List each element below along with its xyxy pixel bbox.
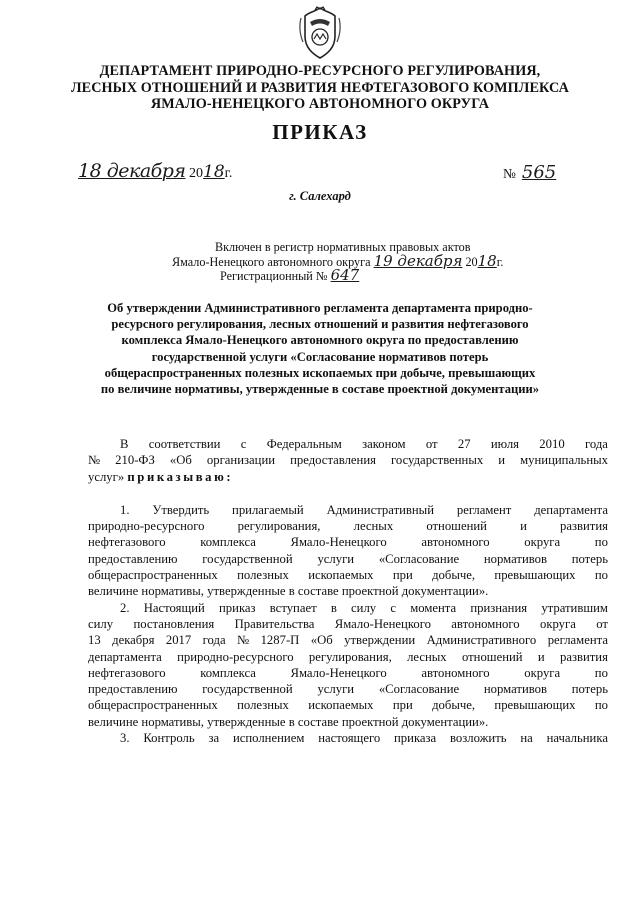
body-line: общераспространенных полезных ископаемых при добыче, превышающих по <box>88 568 608 583</box>
year-suffix: г. <box>224 166 233 181</box>
body-line: общераспространенных полезных ископаемых при добыче, превышающих по <box>88 698 608 713</box>
department-line: ЛЕСНЫХ ОТНОШЕНИЙ И РАЗВИТИЯ НЕФТЕГАЗОВОГО КОМПЛЕКСА <box>70 79 570 96</box>
preamble-prefix: услуг» <box>88 469 125 484</box>
order-subject <box>90 300 550 397</box>
preamble-order-word: приказываю: <box>127 469 234 484</box>
order-body <box>88 436 608 746</box>
body-line: 13 декабря 2017 года № 1287-П «Об утверждении Административного регламента <box>88 633 608 648</box>
body-line: величине нормативы, утвержденные в составе проектной документации». <box>88 714 489 729</box>
subject-line: Об утверждении Административного регламента департамента природно- <box>107 301 533 315</box>
registry-handwritten-year: 18 <box>477 251 497 270</box>
subject-line: комплекса Ямало-Ненецкого автономного округа по предоставлению <box>121 333 519 348</box>
body-line <box>88 469 608 485</box>
city-label: г. Салехард <box>289 189 351 203</box>
registry-year-suffix: г. <box>496 254 504 269</box>
body-line: департамента природно-ресурсного регулирования, лесных отношений и развития <box>88 649 608 664</box>
body-line: 2. Настоящий приказ вступает в силу с момента признания утратившим <box>120 600 608 615</box>
number-label: № <box>503 166 516 181</box>
registry-line-3 <box>172 266 503 284</box>
body-line: предоставлению государственной услуги «Согласование нормативов потерь <box>88 682 608 697</box>
order-number <box>503 162 556 183</box>
subject-line: государственной услуги «Согласование нормативов потерь <box>151 349 489 364</box>
handwritten-year: 18 <box>203 162 225 182</box>
coat-of-arms-emblem <box>297 6 343 60</box>
body-line: природно-ресурсного регулирования, лесных отношений и развития <box>88 519 608 534</box>
body-line: величине нормативы, утвержденные в составе проектной документации». <box>88 584 489 599</box>
body-line: В соответствии с Федеральным законом от 27 июля 2010 года <box>120 437 608 451</box>
registry-number-label: Регистрационный № <box>220 269 328 283</box>
subject-line: общераспространенных полезных ископаемых при добыче, превышающих <box>104 365 536 380</box>
body-line: нефтегазового комплекса Ямало-Ненецкого автономного округа по <box>88 665 608 680</box>
body-line: 1. Утвердить прилагаемый Административный регламент департамента <box>120 502 608 517</box>
department-line: ЯМАЛО-НЕНЕЦКОГО АВТОНОМНОГО ОКРУГА <box>150 96 490 112</box>
order-date <box>78 160 232 182</box>
department-line: ДЕПАРТАМЕНТ ПРИРОДНО-РЕСУРСНОГО РЕГУЛИРОВАНИЯ, <box>99 63 541 79</box>
year-prefix: 20 <box>189 166 204 181</box>
registry-handwritten-number: 647 <box>330 266 360 284</box>
body-line: силу постановления Правительства Ямало-Ненецкого автономного округа от <box>88 616 608 631</box>
registry-district: Ямало-Ненецкого автономного округа <box>172 254 371 269</box>
registry-stamp <box>172 241 503 284</box>
subject-line: ресурсного регулирования, лесных отношений и развития нефтегазового <box>111 317 529 332</box>
registry-year-prefix: 20 <box>465 254 478 269</box>
registry-handwritten-date: 19 декабря <box>373 251 463 270</box>
department-header <box>40 63 600 113</box>
registry-line-1: Включен в регистр нормативных правовых актов <box>215 240 471 254</box>
body-line: нефтегазового комплекса Ямало-Ненецкого автономного округа по <box>88 535 608 550</box>
body-line: № 210-ФЗ «Об организации предоставления государственных и муниципальных <box>88 453 608 468</box>
handwritten-date: 18 декабря <box>78 160 186 182</box>
subject-line: по величине нормативы, утвержденные в составе проектной документации» <box>100 382 540 397</box>
body-line: 3. Контроль за исполнением настоящего приказа возложить на начальника <box>120 731 608 746</box>
order-title: ПРИКАЗ <box>272 120 368 144</box>
handwritten-number: 565 <box>521 162 557 183</box>
body-line: предоставлению государственной услуги «Согласование нормативов потерь <box>88 551 608 566</box>
